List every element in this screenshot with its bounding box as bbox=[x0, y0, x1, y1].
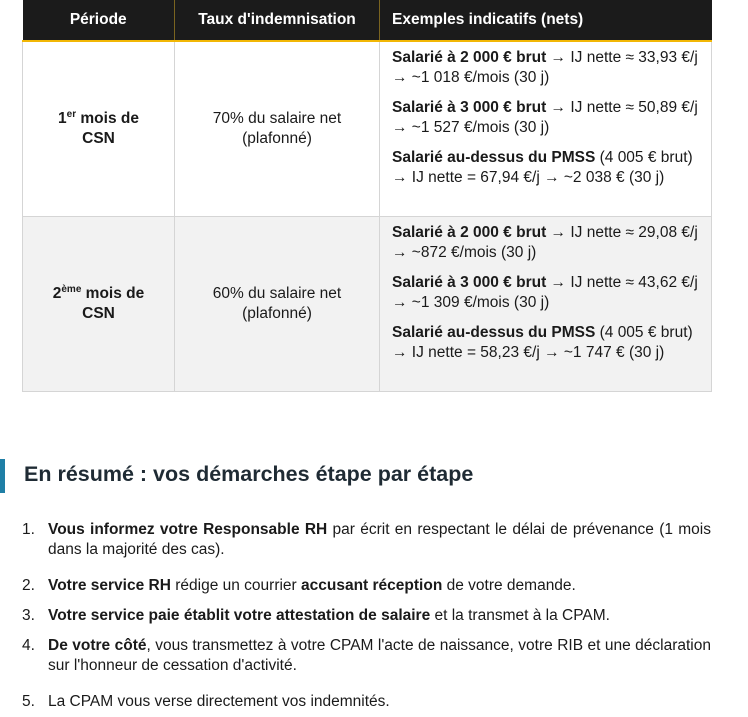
step-text bbox=[48, 520, 711, 560]
step-body: rédige un courrier bbox=[170, 577, 302, 594]
period-label-line2: CSN bbox=[82, 130, 115, 147]
period-superscript: ème bbox=[61, 283, 82, 295]
rate-cell bbox=[175, 41, 380, 217]
step-number: 3. bbox=[22, 607, 35, 624]
header-rate: Taux d'indemnisation bbox=[175, 0, 380, 41]
example-label: Salarié à 2 000 € brut bbox=[392, 224, 547, 241]
step-bold: De votre côté bbox=[48, 637, 147, 654]
header-examples: Exemples indicatifs (nets) bbox=[380, 0, 712, 41]
table-row bbox=[23, 41, 712, 217]
steps-list bbox=[22, 520, 711, 714]
step-number: 5. bbox=[22, 693, 35, 710]
header-period: Période bbox=[23, 0, 175, 41]
period-label: mois de bbox=[81, 285, 145, 302]
list-item bbox=[22, 576, 711, 606]
period-label: mois de bbox=[76, 110, 139, 127]
period-number: 1 bbox=[58, 110, 67, 127]
step-text bbox=[48, 636, 711, 676]
list-item bbox=[22, 636, 711, 692]
step-body: de votre demande. bbox=[442, 577, 576, 594]
example-value: → IJ nette ≈ 50,89 €/j → ~1 527 €/mois (30 j) bbox=[392, 99, 698, 136]
examples-cell bbox=[380, 41, 712, 217]
step-number: 4. bbox=[22, 637, 35, 654]
step-bold: accusant réception bbox=[301, 577, 443, 594]
example-item bbox=[392, 98, 699, 138]
step-text bbox=[48, 606, 711, 626]
example-item bbox=[392, 48, 699, 88]
table-row bbox=[23, 217, 712, 392]
example-value: → IJ nette ≈ 33,93 €/j → ~1 018 €/mois (30 j) bbox=[392, 49, 698, 86]
period-number: 2 bbox=[52, 285, 62, 302]
step-number: 2. bbox=[22, 577, 35, 594]
table-header-row bbox=[23, 0, 712, 41]
step-text bbox=[48, 576, 711, 596]
example-label: Salarié au-dessus du PMSS bbox=[392, 324, 596, 341]
example-label: Salarié au-dessus du PMSS bbox=[392, 149, 596, 166]
step-body: par écrit en respectant le délai de prévenance (1 mois dans la majorité des cas). bbox=[48, 521, 711, 558]
example-value: → IJ nette ≈ 29,08 €/j → ~872 €/mois (30 j) bbox=[392, 224, 698, 261]
step-number: 1. bbox=[22, 521, 35, 538]
period-superscript: er bbox=[66, 108, 77, 120]
example-item bbox=[392, 273, 699, 313]
step-bold: Vous informez votre Responsable RH bbox=[48, 521, 328, 538]
period-cell bbox=[23, 41, 175, 217]
list-item bbox=[22, 692, 711, 714]
example-value: (4 005 € brut) → IJ nette = 58,23 €/j → ~1 747 € (30 j) bbox=[392, 324, 693, 361]
step-bold: Votre service RH bbox=[48, 577, 171, 594]
section-title: En résumé : vos démarches étape par étape bbox=[24, 462, 474, 486]
step-bold: Votre service paie établit votre attestation de salaire bbox=[48, 607, 431, 624]
rate-note: (plafonné) bbox=[242, 130, 312, 147]
step-body: La CPAM vous verse directement vos indemnités. bbox=[48, 693, 390, 710]
indemnity-table bbox=[22, 0, 712, 392]
examples-cell bbox=[380, 217, 712, 392]
summary-section-header bbox=[0, 459, 748, 495]
example-item bbox=[392, 148, 699, 188]
step-text bbox=[48, 692, 711, 712]
example-item bbox=[392, 223, 699, 263]
example-value: → IJ nette ≈ 43,62 €/j → ~1 309 €/mois (30 j) bbox=[392, 274, 698, 311]
step-body: , vous transmettez à votre CPAM l'acte de naissance, votre RIB et une déclaration sur l'honneur de cessation d'activité. bbox=[48, 637, 711, 674]
period-label-line2: CSN bbox=[82, 305, 115, 322]
example-label: Salarié à 3 000 € brut bbox=[392, 99, 547, 116]
step-body: et la transmet à la CPAM. bbox=[430, 607, 610, 624]
rate-note: (plafonné) bbox=[242, 305, 312, 322]
period-cell bbox=[23, 217, 175, 392]
example-item bbox=[392, 323, 699, 363]
example-value: (4 005 € brut) → IJ nette = 67,94 €/j → ~2 038 € (30 j) bbox=[392, 149, 693, 186]
rate-value: 60% du salaire net bbox=[212, 285, 342, 302]
rate-value: 70% du salaire net bbox=[212, 110, 342, 127]
example-label: Salarié à 3 000 € brut bbox=[392, 274, 547, 291]
list-item bbox=[22, 606, 711, 636]
example-label: Salarié à 2 000 € brut bbox=[392, 49, 547, 66]
rate-cell bbox=[175, 217, 380, 392]
list-item bbox=[22, 520, 711, 576]
section-accent-bar bbox=[0, 459, 5, 493]
